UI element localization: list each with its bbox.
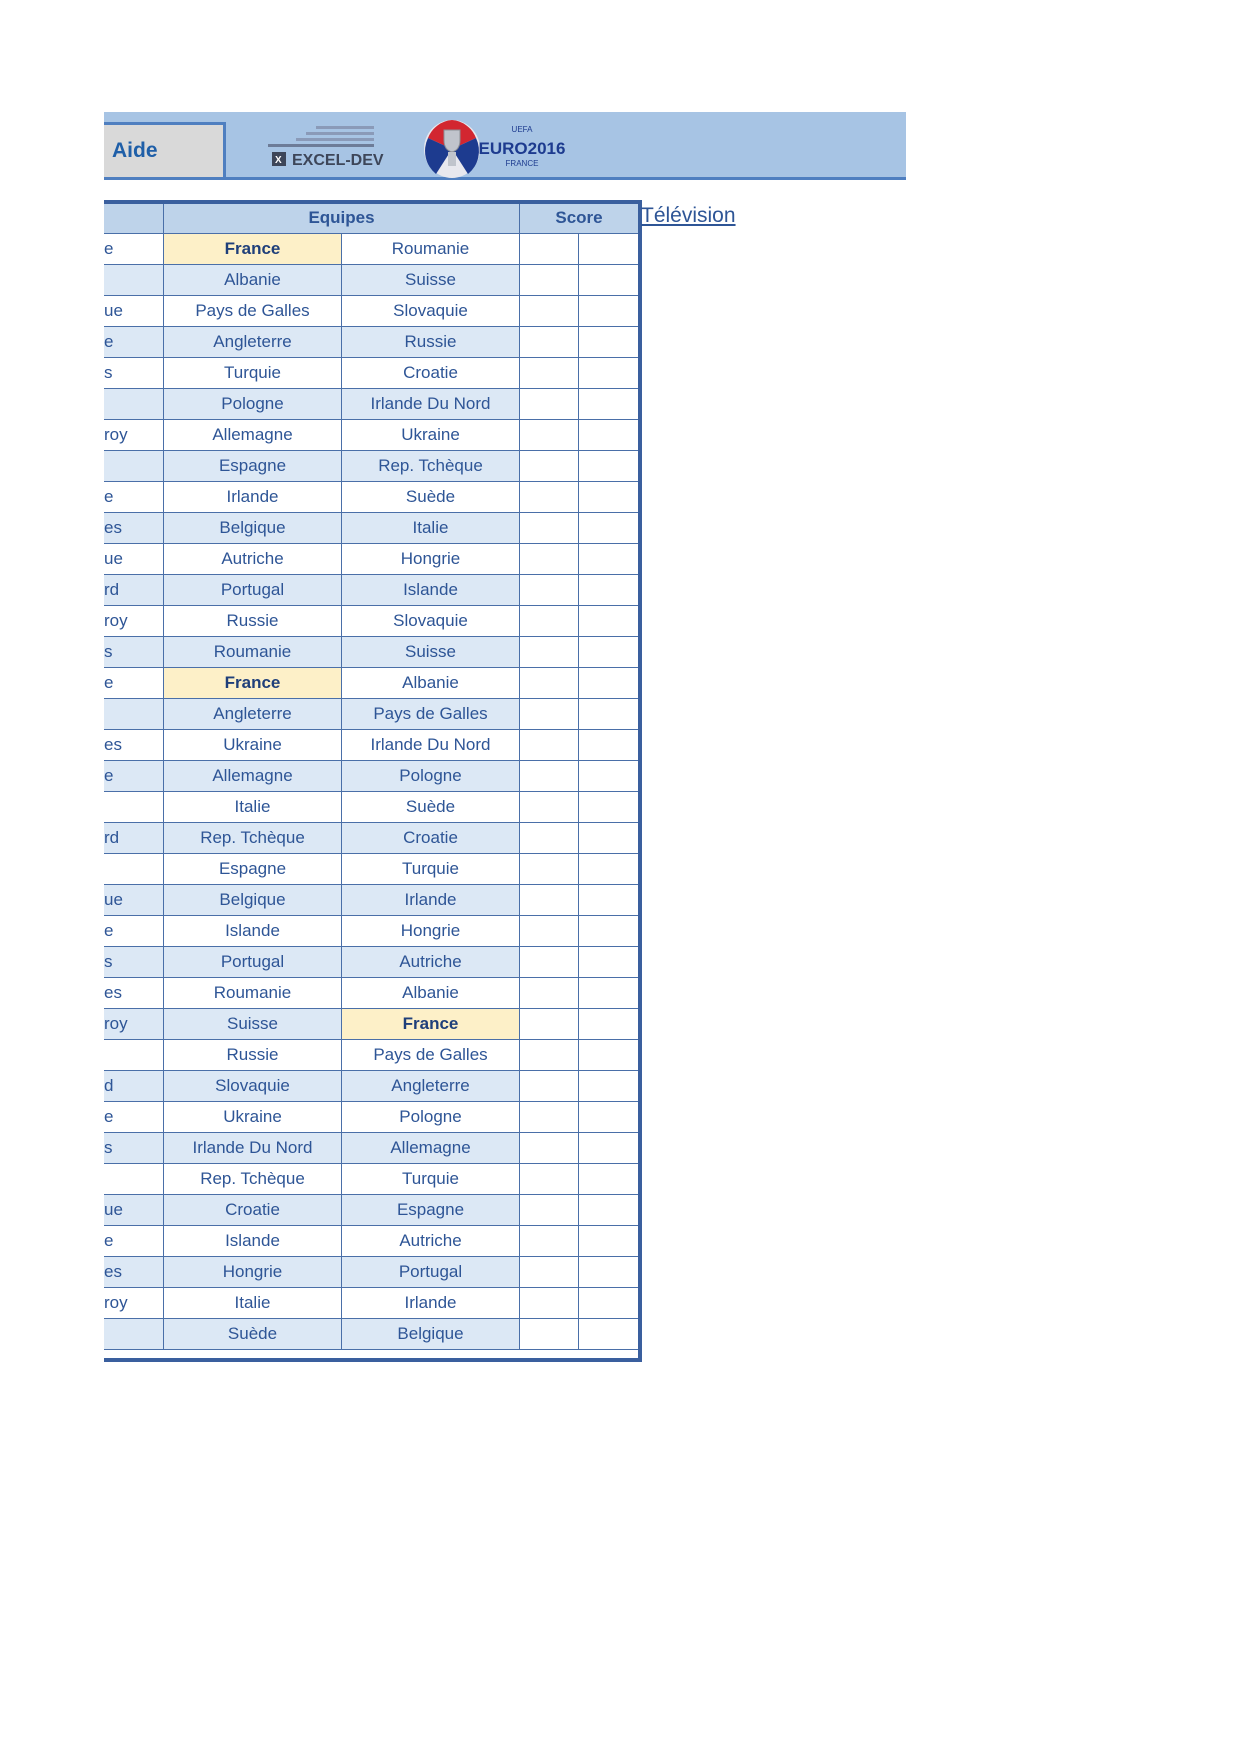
team2-cell: Turquie — [342, 1164, 520, 1195]
date-cell-fragment — [104, 854, 164, 885]
score-home-cell[interactable] — [520, 823, 579, 854]
date-cell-fragment — [104, 1040, 164, 1071]
team2-cell: Suisse — [342, 265, 520, 296]
score-away-cell[interactable] — [579, 1257, 638, 1288]
date-cell-fragment — [104, 699, 164, 730]
euro2016-text: EURO2016 — [478, 139, 566, 158]
team1-cell: Suède — [164, 1319, 342, 1350]
team2-cell: Italie — [342, 513, 520, 544]
team1-cell: Angleterre — [164, 699, 342, 730]
table-row — [104, 978, 638, 1009]
table-row — [104, 854, 638, 885]
team2-cell: Islande — [342, 575, 520, 606]
score-away-cell[interactable] — [579, 730, 638, 761]
team1-cell: Ukraine — [164, 730, 342, 761]
score-home-cell[interactable] — [520, 1257, 579, 1288]
score-away-cell[interactable] — [579, 668, 638, 699]
score-home-cell[interactable] — [520, 1040, 579, 1071]
score-away-cell[interactable] — [579, 761, 638, 792]
table-row — [104, 482, 638, 513]
excel-dev-logo-text: EXCEL-DEV — [292, 152, 384, 169]
team2-cell: Hongrie — [342, 916, 520, 947]
team2-cell: France — [342, 1009, 520, 1040]
team1-cell: Irlande — [164, 482, 342, 513]
team2-cell: Rep. Tchèque — [342, 451, 520, 482]
score-away-cell[interactable] — [579, 885, 638, 916]
score-away-cell[interactable] — [579, 1226, 638, 1257]
euro2016-logo — [422, 118, 590, 180]
score-away-cell[interactable] — [579, 1009, 638, 1040]
team1-cell: Russie — [164, 1040, 342, 1071]
date-cell-fragment: d — [104, 1071, 164, 1102]
table-row — [104, 947, 638, 978]
team2-cell: Pays de Galles — [342, 699, 520, 730]
score-away-cell[interactable] — [579, 389, 638, 420]
team1-cell: Russie — [164, 606, 342, 637]
date-cell-fragment: es — [104, 978, 164, 1009]
table-row — [104, 668, 638, 699]
score-away-cell[interactable] — [579, 637, 638, 668]
table-row — [104, 1319, 638, 1350]
table-row — [104, 1133, 638, 1164]
team1-cell: Espagne — [164, 854, 342, 885]
table-row — [104, 730, 638, 761]
score-away-cell[interactable] — [579, 1071, 638, 1102]
score-away-cell[interactable] — [579, 513, 638, 544]
score-home-cell[interactable] — [520, 296, 579, 327]
score-away-cell[interactable] — [579, 1164, 638, 1195]
date-cell-fragment — [104, 389, 164, 420]
team2-cell: Angleterre — [342, 1071, 520, 1102]
score-away-cell[interactable] — [579, 420, 638, 451]
table-row — [104, 544, 638, 575]
date-cell-fragment: es — [104, 1257, 164, 1288]
score-home-cell[interactable] — [520, 1319, 579, 1350]
table-row — [104, 358, 638, 389]
date-cell-fragment: e — [104, 761, 164, 792]
table-row — [104, 916, 638, 947]
team1-cell: Ukraine — [164, 1102, 342, 1133]
date-cell-fragment — [104, 1164, 164, 1195]
score-away-cell[interactable] — [579, 978, 638, 1009]
score-home-cell[interactable] — [520, 761, 579, 792]
date-cell-fragment: e — [104, 234, 164, 265]
date-cell-fragment: e — [104, 327, 164, 358]
team2-cell: Slovaquie — [342, 606, 520, 637]
team1-cell: Slovaquie — [164, 1071, 342, 1102]
score-away-cell[interactable] — [579, 358, 638, 389]
date-cell-fragment: ue — [104, 1195, 164, 1226]
team1-cell: Islande — [164, 1226, 342, 1257]
team2-cell: Autriche — [342, 1226, 520, 1257]
score-away-cell[interactable] — [579, 451, 638, 482]
table-row — [104, 1040, 638, 1071]
date-cell-fragment: es — [104, 513, 164, 544]
score-home-cell[interactable] — [520, 606, 579, 637]
score-away-cell[interactable] — [579, 916, 638, 947]
score-home-cell[interactable] — [520, 1195, 579, 1226]
score-away-cell[interactable] — [579, 327, 638, 358]
score-away-cell[interactable] — [579, 482, 638, 513]
table-row — [104, 575, 638, 606]
team1-cell: Rep. Tchèque — [164, 823, 342, 854]
team1-cell: Italie — [164, 1288, 342, 1319]
score-away-cell[interactable] — [579, 1288, 638, 1319]
table-row — [104, 1226, 638, 1257]
team2-cell: Slovaquie — [342, 296, 520, 327]
team1-cell: Albanie — [164, 265, 342, 296]
team2-cell: Suède — [342, 482, 520, 513]
score-home-cell[interactable] — [520, 327, 579, 358]
table-row — [104, 513, 638, 544]
table-row — [104, 823, 638, 854]
date-cell-fragment: ue — [104, 885, 164, 916]
table-row — [104, 327, 638, 358]
team2-cell: Hongrie — [342, 544, 520, 575]
score-away-cell[interactable] — [579, 265, 638, 296]
team1-cell: Belgique — [164, 885, 342, 916]
date-cell-fragment: s — [104, 637, 164, 668]
date-cell-fragment: es — [104, 730, 164, 761]
date-cell-fragment: e — [104, 916, 164, 947]
team2-cell: Suède — [342, 792, 520, 823]
table-row — [104, 1164, 638, 1195]
team1-cell: Portugal — [164, 575, 342, 606]
team2-cell: Roumanie — [342, 234, 520, 265]
score-home-cell[interactable] — [520, 854, 579, 885]
team2-cell: Allemagne — [342, 1133, 520, 1164]
date-cell-fragment: s — [104, 358, 164, 389]
team1-cell: Islande — [164, 916, 342, 947]
score-home-cell[interactable] — [520, 668, 579, 699]
table-row — [104, 1257, 638, 1288]
score-away-cell[interactable] — [579, 1102, 638, 1133]
television-link[interactable]: Télévision — [641, 204, 736, 227]
score-header: Score — [520, 202, 638, 234]
score-home-cell[interactable] — [520, 420, 579, 451]
date-cell-fragment: roy — [104, 606, 164, 637]
team2-cell: Espagne — [342, 1195, 520, 1226]
team2-cell: Irlande — [342, 885, 520, 916]
date-cell-fragment — [104, 451, 164, 482]
table-row — [104, 420, 638, 451]
france-text: FRANCE — [505, 159, 539, 168]
excel-dev-logo — [268, 124, 406, 170]
date-cell-fragment: s — [104, 947, 164, 978]
date-cell-fragment: roy — [104, 420, 164, 451]
score-home-cell[interactable] — [520, 730, 579, 761]
score-home-cell[interactable] — [520, 544, 579, 575]
help-button[interactable]: Aide — [104, 122, 226, 180]
score-home-cell[interactable] — [520, 358, 579, 389]
score-away-cell[interactable] — [579, 854, 638, 885]
score-away-cell[interactable] — [579, 947, 638, 978]
date-cell-fragment: rd — [104, 823, 164, 854]
score-away-cell[interactable] — [579, 792, 638, 823]
date-cell-fragment — [104, 265, 164, 296]
table-row — [104, 296, 638, 327]
table-row — [104, 1102, 638, 1133]
date-cell-fragment — [104, 1319, 164, 1350]
date-cell-fragment: e — [104, 1226, 164, 1257]
team2-cell: Croatie — [342, 358, 520, 389]
team1-cell: Roumanie — [164, 978, 342, 1009]
team2-cell: Pologne — [342, 761, 520, 792]
score-home-cell[interactable] — [520, 1226, 579, 1257]
table-row — [104, 761, 638, 792]
team2-cell: Albanie — [342, 978, 520, 1009]
score-away-cell[interactable] — [579, 823, 638, 854]
team2-cell: Pays de Galles — [342, 1040, 520, 1071]
score-home-cell[interactable] — [520, 513, 579, 544]
date-cell-fragment: e — [104, 668, 164, 699]
date-cell-fragment — [104, 792, 164, 823]
score-home-cell[interactable] — [520, 885, 579, 916]
score-home-cell[interactable] — [520, 792, 579, 823]
table-row — [104, 389, 638, 420]
date-cell-fragment: roy — [104, 1288, 164, 1319]
team2-cell: Albanie — [342, 668, 520, 699]
score-home-cell[interactable] — [520, 978, 579, 1009]
score-home-cell[interactable] — [520, 482, 579, 513]
score-home-cell[interactable] — [520, 234, 579, 265]
score-home-cell[interactable] — [520, 1133, 579, 1164]
team1-cell: Allemagne — [164, 420, 342, 451]
date-cell-fragment: s — [104, 1133, 164, 1164]
score-home-cell[interactable] — [520, 1009, 579, 1040]
team1-cell: Croatie — [164, 1195, 342, 1226]
date-cell-fragment: rd — [104, 575, 164, 606]
score-home-cell[interactable] — [520, 265, 579, 296]
team2-cell: Croatie — [342, 823, 520, 854]
score-home-cell[interactable] — [520, 1071, 579, 1102]
table-row — [104, 1195, 638, 1226]
score-away-cell[interactable] — [579, 234, 638, 265]
team2-cell: Belgique — [342, 1319, 520, 1350]
team2-cell: Pologne — [342, 1102, 520, 1133]
score-home-cell[interactable] — [520, 575, 579, 606]
team2-cell: Irlande Du Nord — [342, 730, 520, 761]
score-away-cell[interactable] — [579, 699, 638, 730]
team1-cell: France — [164, 668, 342, 699]
score-home-cell[interactable] — [520, 916, 579, 947]
score-home-cell[interactable] — [520, 451, 579, 482]
team1-cell: Irlande Du Nord — [164, 1133, 342, 1164]
table-row — [104, 451, 638, 482]
score-home-cell[interactable] — [520, 637, 579, 668]
date-cell-fragment: ue — [104, 544, 164, 575]
team1-cell: Portugal — [164, 947, 342, 978]
team2-cell: Ukraine — [342, 420, 520, 451]
team1-cell: Roumanie — [164, 637, 342, 668]
team1-cell: Pologne — [164, 389, 342, 420]
team1-cell: Pays de Galles — [164, 296, 342, 327]
table-row — [104, 1071, 638, 1102]
score-away-cell[interactable] — [579, 1133, 638, 1164]
score-home-cell[interactable] — [520, 1102, 579, 1133]
header-cell-left — [104, 202, 164, 234]
svg-text:X: X — [275, 155, 282, 166]
team1-cell: Allemagne — [164, 761, 342, 792]
score-away-cell[interactable] — [579, 1040, 638, 1071]
score-away-cell[interactable] — [579, 544, 638, 575]
team1-cell: Angleterre — [164, 327, 342, 358]
table-row — [104, 792, 638, 823]
team1-cell: Rep. Tchèque — [164, 1164, 342, 1195]
team2-cell: Autriche — [342, 947, 520, 978]
date-cell-fragment: roy — [104, 1009, 164, 1040]
score-away-cell[interactable] — [579, 296, 638, 327]
team1-cell: France — [164, 234, 342, 265]
team2-cell: Suisse — [342, 637, 520, 668]
team1-cell: Autriche — [164, 544, 342, 575]
score-away-cell[interactable] — [579, 1195, 638, 1226]
score-home-cell[interactable] — [520, 1164, 579, 1195]
table-row — [104, 606, 638, 637]
table-row — [104, 1009, 638, 1040]
score-away-cell[interactable] — [579, 575, 638, 606]
score-away-cell[interactable] — [579, 606, 638, 637]
team2-cell: Irlande Du Nord — [342, 389, 520, 420]
score-home-cell[interactable] — [520, 699, 579, 730]
score-home-cell[interactable] — [520, 947, 579, 978]
team1-cell: Italie — [164, 792, 342, 823]
table-row — [104, 637, 638, 668]
team2-cell: Portugal — [342, 1257, 520, 1288]
team1-cell: Hongrie — [164, 1257, 342, 1288]
uefa-text: UEFA — [511, 125, 533, 134]
score-away-cell[interactable] — [579, 1319, 638, 1350]
date-cell-fragment: e — [104, 1102, 164, 1133]
team2-cell: Russie — [342, 327, 520, 358]
date-cell-fragment: e — [104, 482, 164, 513]
table-row — [104, 885, 638, 916]
score-home-cell[interactable] — [520, 1288, 579, 1319]
table-row — [104, 265, 638, 296]
team1-cell: Espagne — [164, 451, 342, 482]
team2-cell: Turquie — [342, 854, 520, 885]
team1-cell: Suisse — [164, 1009, 342, 1040]
team1-cell: Turquie — [164, 358, 342, 389]
team1-cell: Belgique — [164, 513, 342, 544]
table-row — [104, 1288, 638, 1319]
table-row — [104, 234, 638, 265]
table-row — [104, 699, 638, 730]
date-cell-fragment: ue — [104, 296, 164, 327]
score-home-cell[interactable] — [520, 389, 579, 420]
team2-cell: Irlande — [342, 1288, 520, 1319]
teams-header: Equipes — [164, 202, 520, 234]
